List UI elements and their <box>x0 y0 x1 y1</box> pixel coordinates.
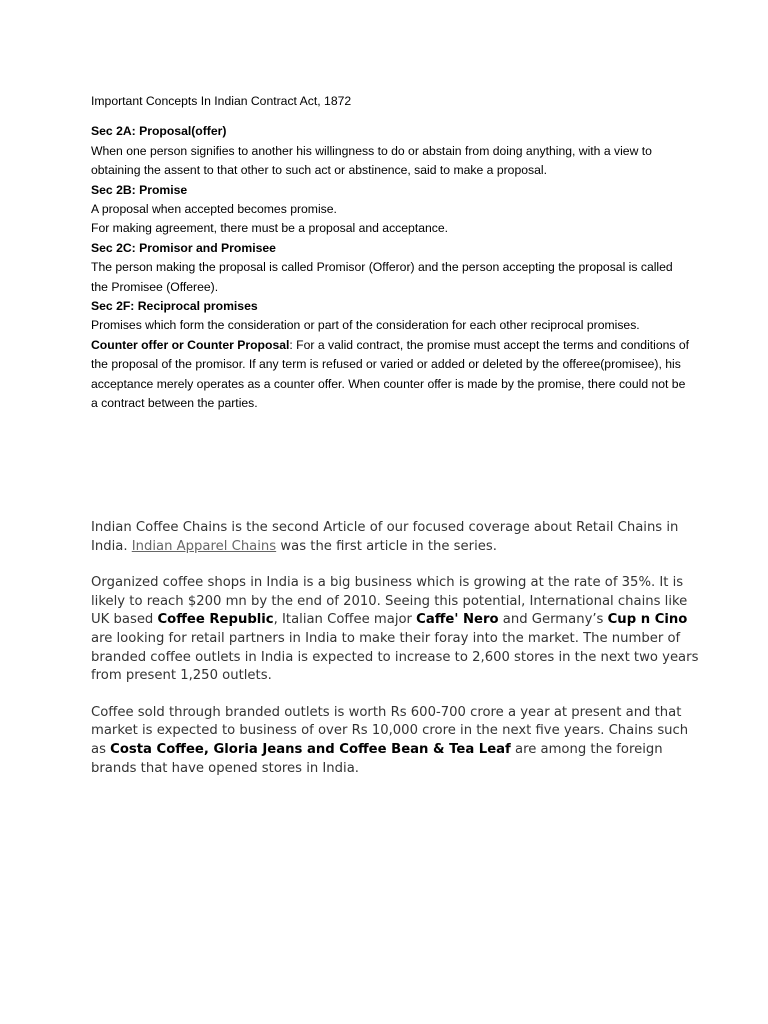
article-text: Coffee sold through branded outlets is worth Rs 600-700 crore a year at present and that market is expected to business of over Rs 10,000 crore in the next five years. Chains such as <box>91 704 689 757</box>
section-heading-2f: Sec 2F: Reciprocal promises <box>91 299 258 314</box>
article-text: are looking for retail partners in India to make their foray into the market. The number of branded coffee outlets in India is expected to increase to 2,600 stores in the next two years from present 1,250 outlets. <box>91 630 699 684</box>
section-text-2f: Promises which form the consideration or part of the consideration for each other reciprocal promises. <box>91 318 640 333</box>
indian-apparel-chains-link[interactable]: Indian Apparel Chains <box>131 538 277 554</box>
article-text: are among the foreign brands that have opened stores in India. <box>91 741 663 776</box>
article-text: was the first article in the series. <box>276 538 497 554</box>
article-paragraph-2 <box>91 574 701 686</box>
counter-offer-heading: Counter offer or Counter Proposal <box>91 337 290 352</box>
contract-act-section <box>91 92 691 414</box>
article-text: and Germany’s <box>498 612 608 628</box>
article-paragraph-3 <box>91 704 701 778</box>
section-heading-2b: Sec 2B: Promise <box>91 182 188 197</box>
counter-offer-paragraph <box>91 336 691 414</box>
brand-coffee-republic: Coffee Republic <box>157 612 274 628</box>
article-text: Organized coffee shops in India is a big business which is growing at the rate of 35%. It is likely to reach $200 mn by the end of 2010. Seeing this potential, International chains like UK based <box>91 575 688 628</box>
section-text-2b-line2: For making agreement, there must be a proposal and acceptance. <box>91 221 449 236</box>
brand-caffe-nero: Caffe' Nero <box>416 612 499 628</box>
section-text-2a: When one person signifies to another his willingness to do or abstain from doing anything, with a view to obtaining the assent to that other to such act or abstinence, said to make a proposal. <box>91 143 652 178</box>
article-text: , Italian Coffee major <box>273 612 417 628</box>
coffee-chains-article <box>91 519 701 796</box>
document-title: Important Concepts In Indian Contract Act, 1872 <box>91 94 352 108</box>
section-text-2c: The person making the proposal is called Promisor (Offeror) and the person accepting the proposal is called the Promisee (Offeree). <box>91 260 673 294</box>
section-heading-2a: Sec 2A: Proposal(offer) <box>91 124 227 139</box>
section-text-2b-line1: A proposal when accepted becomes promise. <box>91 202 337 217</box>
brand-list: Costa Coffee, Gloria Jeans and Coffee Bean & Tea Leaf <box>110 741 511 757</box>
counter-offer-text: : For a valid contract, the promise must accept the terms and conditions of the proposal of the promisor. If any term is refused or varied or added or deleted by the offeree(promisee), his acceptance merely operates as a counter offer. When counter offer is made by the promise, there could not be a contract between the parties. <box>91 337 690 411</box>
article-paragraph-1 <box>91 519 701 556</box>
article-text: Indian Coffee Chains is the second Article of our focused coverage about Retail Chains in India. <box>91 520 679 554</box>
brand-cup-n-cino: Cup n Cino <box>607 612 688 628</box>
section-heading-2c: Sec 2C: Promisor and Promisee <box>91 240 276 255</box>
